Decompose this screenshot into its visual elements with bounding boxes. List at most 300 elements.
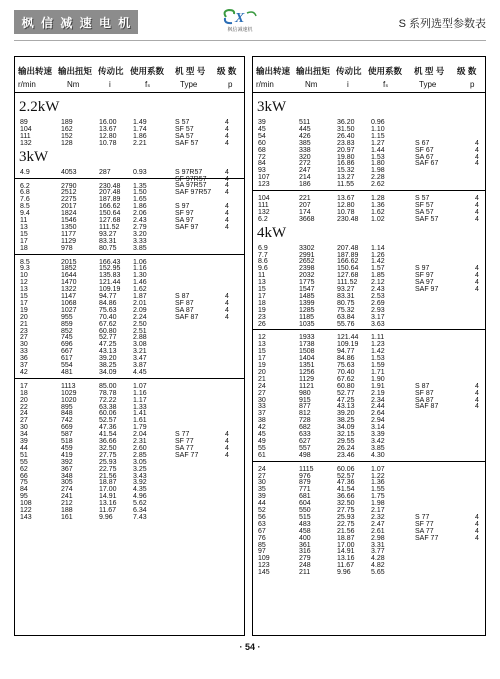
- section-divider: [253, 190, 485, 191]
- speed-cell: 51: [20, 451, 28, 459]
- factor-cell: 1.55: [371, 486, 385, 494]
- type-code: SAF 57: [415, 215, 439, 223]
- torque-cell: 511: [299, 119, 311, 126]
- ratio-cell: 52.77: [337, 389, 355, 397]
- ratio-cell: 127.68: [99, 217, 121, 224]
- ratio-cell: 39.20: [337, 410, 355, 418]
- ratio-cell: 52.57: [337, 472, 355, 480]
- factor-cell: 1.02: [371, 215, 385, 223]
- factor-cell: 3.85: [133, 244, 147, 252]
- ratio-cell: 70.40: [337, 368, 355, 376]
- ratio-cell: 36.66: [99, 438, 117, 445]
- ratio-cell: 166.62: [99, 203, 121, 211]
- torque-cell: 1644: [61, 272, 77, 280]
- ratio-cell: 22.75: [99, 465, 117, 473]
- type-code: S 87: [175, 293, 190, 300]
- ratio-cell: 16.86: [337, 160, 355, 168]
- stage-count: 4: [475, 403, 479, 411]
- torque-cell: 955: [61, 313, 73, 321]
- speed-cell: 52: [258, 507, 266, 514]
- ratio-cell: 84.86: [99, 299, 117, 307]
- stage-count: 4: [225, 438, 229, 445]
- torque-cell: 1852: [61, 265, 77, 273]
- type-code: SA 97: [415, 279, 434, 287]
- factor-cell: 3.31: [371, 541, 385, 549]
- ratio-cell: 109.19: [337, 341, 359, 349]
- ratio-cell: 52.77: [99, 334, 117, 342]
- speed-cell: 111: [20, 132, 31, 140]
- stage-count: 4: [225, 119, 229, 126]
- ratio-cell: 75.63: [99, 306, 117, 314]
- speed-cell: 84: [20, 486, 28, 494]
- ratio-cell: 10.78: [99, 139, 117, 147]
- speed-cell: 76: [258, 534, 266, 542]
- factor-cell: 1.06: [133, 258, 147, 266]
- col-stage-label: 级 数: [457, 66, 477, 76]
- col-factor-label: 使用系数: [368, 66, 403, 76]
- brand-char: 减: [60, 15, 73, 30]
- stage-count: 4: [225, 223, 229, 231]
- factor-cell: 1.10: [371, 125, 385, 133]
- torque-cell: 481: [61, 368, 73, 376]
- torque-cell: 186: [299, 181, 311, 189]
- ratio-cell: 70.40: [99, 313, 117, 321]
- ratio-cell: 21.56: [99, 472, 117, 480]
- type-code: SA 97: [175, 217, 194, 224]
- ratio-cell: 94.77: [99, 293, 117, 300]
- factor-cell: 2.19: [371, 389, 385, 397]
- stage-count: 4: [225, 217, 229, 224]
- stage-count: 4: [475, 160, 479, 168]
- section-divider: [253, 329, 485, 330]
- speed-cell: 11: [258, 272, 266, 280]
- ratio-cell: 47.36: [99, 424, 117, 432]
- ratio-cell: 60.80: [99, 327, 117, 335]
- torque-cell: 212: [61, 500, 73, 508]
- torque-cell: 515: [299, 513, 311, 521]
- factor-cell: 1.90: [371, 375, 385, 383]
- torque-cell: 1547: [299, 286, 315, 293]
- ratio-cell: 94.77: [337, 348, 355, 356]
- ratio-cell: 34.09: [99, 368, 117, 376]
- speed-cell: 13: [20, 286, 28, 294]
- type-code: S 77: [415, 513, 430, 521]
- type-code: SA 87: [175, 306, 194, 314]
- speed-cell: 30: [20, 424, 28, 432]
- torque-cell: 1399: [299, 299, 315, 307]
- torque-cell: 728: [299, 417, 311, 425]
- stage-count: 4: [225, 189, 229, 197]
- torque-cell: 1115: [299, 465, 314, 473]
- factor-cell: 1.53: [371, 355, 385, 363]
- type-code: SA 67: [415, 153, 434, 161]
- ratio-cell: 55.76: [337, 320, 355, 328]
- ratio-cell: 19.80: [337, 153, 355, 161]
- factor-cell: 1.23: [371, 341, 385, 349]
- power-rating: 3kW: [257, 99, 287, 115]
- speed-cell: 54: [258, 132, 266, 140]
- speed-cell: 20: [20, 313, 28, 321]
- power-rating: 4kW: [257, 224, 287, 241]
- ratio-cell: 60.06: [99, 410, 117, 418]
- ratio-cell: 80.75: [99, 244, 117, 252]
- col-factor-unit: fₛ: [145, 80, 151, 89]
- torque-cell: 554: [61, 362, 73, 369]
- ratio-cell: 13.27: [337, 174, 355, 182]
- stage-count: 4: [225, 168, 229, 176]
- ratio-cell: 121.44: [337, 334, 359, 342]
- col-factor-label: 使用系数: [130, 66, 165, 76]
- type-code: SAF 77: [415, 534, 439, 542]
- torque-cell: 3668: [299, 215, 315, 223]
- type-code: S 57: [175, 119, 190, 126]
- speed-cell: 56: [258, 513, 266, 521]
- stage-count: 4: [475, 513, 479, 521]
- ratio-cell: 75.63: [337, 362, 355, 369]
- ratio-cell: 11.67: [337, 562, 354, 570]
- factor-cell: 2.60: [133, 444, 147, 452]
- speed-cell: 37: [20, 362, 28, 369]
- speed-cell: 67: [258, 527, 266, 535]
- stage-count: 4: [225, 444, 229, 452]
- speed-cell: 55: [20, 458, 28, 466]
- speed-cell: 33: [258, 403, 266, 411]
- speed-cell: 12: [20, 279, 28, 287]
- torque-cell: 1508: [299, 348, 315, 356]
- torque-cell: 1485: [299, 292, 315, 300]
- torque-cell: 1020: [61, 396, 77, 404]
- ratio-cell: 84.86: [337, 355, 355, 363]
- speed-cell: 143: [20, 513, 32, 521]
- factor-cell: 1.61: [133, 417, 147, 425]
- speed-cell: 24: [258, 382, 266, 390]
- torque-cell: 877: [299, 403, 311, 411]
- ratio-cell: 23.83: [337, 139, 355, 147]
- speed-cell: 85: [258, 541, 266, 549]
- factor-cell: 2.04: [133, 431, 147, 439]
- stage-count: 4: [225, 125, 229, 133]
- column-header: [253, 63, 485, 93]
- ratio-cell: 47.25: [337, 396, 355, 404]
- speed-cell: 22: [20, 403, 28, 411]
- col-speed-unit: r/min: [256, 80, 274, 89]
- factor-cell: 2.43: [133, 217, 147, 224]
- speed-cell: 17: [20, 382, 28, 390]
- torque-cell: 3302: [299, 244, 315, 252]
- col-ratio-unit: i: [109, 80, 111, 89]
- stage-count: 4: [225, 431, 229, 439]
- ratio-cell: 75.32: [337, 306, 355, 314]
- factor-cell: 1.41: [133, 410, 147, 418]
- type-code: SAF 77: [175, 451, 199, 459]
- speed-cell: 6.2: [258, 215, 268, 223]
- factor-cell: 1.71: [371, 368, 385, 376]
- speed-cell: 44: [258, 500, 266, 508]
- ratio-cell: 135.83: [99, 272, 121, 280]
- speed-cell: 18: [20, 244, 28, 252]
- speed-cell: 132: [258, 208, 270, 216]
- speed-cell: 19: [258, 306, 266, 314]
- factor-cell: 2.88: [133, 334, 147, 342]
- ratio-cell: 207.48: [99, 189, 121, 197]
- ratio-cell: 111.52: [337, 279, 358, 287]
- torque-cell: 248: [299, 562, 311, 570]
- factor-cell: 1.07: [371, 465, 385, 473]
- factor-cell: 2.34: [371, 396, 385, 404]
- ratio-cell: 32.15: [337, 431, 355, 438]
- col-speed-label: 输出转速: [256, 66, 291, 76]
- factor-cell: 3.17: [371, 313, 385, 321]
- torque-cell: 241: [61, 493, 73, 501]
- speed-cell: 18: [258, 299, 266, 307]
- ratio-cell: 26.40: [337, 132, 355, 140]
- stage-count: 4: [225, 175, 229, 183]
- factor-cell: 2.09: [133, 306, 147, 314]
- stage-count: 4: [475, 382, 479, 390]
- brand-char: 速: [79, 15, 92, 30]
- speed-cell: 35: [258, 486, 266, 494]
- speed-cell: 89: [20, 119, 28, 126]
- type-code: SAF 87: [175, 313, 199, 321]
- speed-cell: 42: [20, 368, 28, 376]
- torque-cell: 221: [299, 195, 311, 202]
- ratio-cell: 9.96: [337, 569, 351, 577]
- speed-cell: 17: [20, 237, 28, 245]
- ratio-cell: 13.16: [337, 555, 355, 563]
- brand-char: 枫: [21, 15, 34, 30]
- type-code: SF 57: [175, 125, 194, 133]
- factor-cell: 2.31: [133, 438, 147, 445]
- torque-cell: 1256: [299, 368, 315, 376]
- speed-cell: 84: [258, 160, 266, 168]
- factor-cell: 1.26: [371, 251, 385, 259]
- factor-cell: 1.75: [371, 493, 385, 501]
- col-speed-unit: r/min: [18, 80, 36, 89]
- factor-cell: 4.96: [133, 493, 147, 501]
- factor-cell: 1.42: [371, 258, 385, 266]
- speed-cell: 6.9: [258, 244, 268, 252]
- torque-cell: 162: [61, 125, 73, 133]
- section-divider: [15, 178, 244, 179]
- torque-cell: 669: [61, 424, 73, 432]
- torque-cell: 458: [299, 527, 311, 535]
- torque-cell: 1933: [299, 334, 315, 342]
- speed-cell: 38: [258, 417, 266, 425]
- power-rating: 2.2kW: [19, 99, 60, 115]
- type-code: S 97: [415, 265, 430, 273]
- speed-cell: 30: [258, 479, 266, 487]
- type-code: S 77: [175, 431, 190, 439]
- factor-cell: 2.21: [133, 139, 147, 147]
- ratio-cell: 67.62: [99, 320, 117, 328]
- torque-cell: 1470: [61, 279, 77, 287]
- factor-cell: 1.98: [371, 167, 385, 175]
- torque-cell: 400: [299, 534, 311, 542]
- torque-cell: 367: [61, 465, 73, 473]
- ratio-cell: 78.78: [99, 389, 117, 397]
- ratio-cell: 9.96: [99, 513, 113, 521]
- col-stage-unit: p: [470, 80, 475, 89]
- torque-cell: 361: [299, 541, 311, 549]
- speed-cell: 60: [258, 139, 266, 147]
- torque-cell: 1738: [299, 341, 315, 349]
- factor-cell: 4.35: [133, 486, 147, 494]
- factor-cell: 1.98: [371, 500, 385, 508]
- torque-cell: 211: [299, 569, 311, 577]
- speed-cell: 55: [258, 444, 266, 452]
- ratio-cell: 15.32: [337, 167, 355, 175]
- factor-cell: 1.57: [371, 265, 385, 273]
- speed-cell: 68: [258, 146, 266, 154]
- ratio-cell: 43.13: [99, 348, 117, 356]
- ratio-cell: 14.91: [337, 548, 355, 556]
- col-ratio-label: 传动比: [98, 66, 124, 76]
- torque-cell: 161: [61, 513, 73, 521]
- torque-cell: 445: [299, 125, 311, 133]
- speed-cell: 9.4: [20, 210, 30, 218]
- section-divider: [253, 461, 485, 462]
- speed-cell: 9.3: [20, 265, 30, 273]
- type-code: SF 67: [415, 146, 434, 154]
- ratio-cell: 230.48: [337, 215, 359, 223]
- ratio-cell: 36.20: [337, 119, 355, 126]
- factor-cell: 1.16: [133, 265, 147, 273]
- stage-count: 4: [225, 132, 229, 140]
- ratio-cell: 150.64: [337, 265, 359, 273]
- speed-cell: 19: [20, 306, 28, 314]
- factor-cell: 2.47: [371, 520, 385, 528]
- type-code: SA 97R57: [175, 182, 207, 190]
- torque-cell: 1775: [299, 279, 315, 287]
- stage-count: 4: [475, 208, 479, 216]
- type-code: SAF 97: [175, 223, 199, 231]
- torque-cell: 633: [299, 431, 311, 438]
- torque-cell: 189: [61, 119, 73, 126]
- speed-cell: 61: [258, 451, 266, 459]
- type-code: S 67: [415, 139, 430, 147]
- speed-cell: 145: [258, 569, 270, 577]
- factor-cell: 1.85: [371, 272, 385, 280]
- torque-cell: 1029: [61, 389, 77, 397]
- factor-cell: 1.11: [371, 334, 385, 342]
- torque-cell: 2512: [61, 189, 77, 197]
- factor-cell: 6.34: [133, 507, 147, 514]
- ratio-cell: 36.66: [337, 493, 355, 501]
- right-table: [252, 56, 486, 636]
- type-code: SAF 57: [175, 139, 199, 147]
- ratio-cell: 27.75: [337, 507, 355, 514]
- stage-count: 4: [225, 182, 229, 190]
- torque-cell: 976: [299, 472, 311, 480]
- factor-cell: 3.08: [133, 341, 147, 349]
- ratio-cell: 109.19: [99, 286, 121, 294]
- factor-cell: 2.69: [371, 299, 385, 307]
- column-header: [15, 63, 244, 93]
- torque-cell: 274: [61, 486, 73, 494]
- type-code: SF 77: [415, 520, 434, 528]
- torque-cell: 557: [299, 444, 311, 452]
- speed-cell: 12: [258, 334, 266, 342]
- speed-cell: 30: [20, 341, 28, 349]
- factor-cell: 3.43: [133, 472, 147, 480]
- ratio-cell: 32.50: [99, 444, 117, 452]
- factor-cell: 2.50: [133, 320, 147, 328]
- ratio-cell: 93.27: [99, 230, 117, 238]
- speed-cell: 122: [20, 507, 32, 514]
- ratio-cell: 83.31: [99, 237, 117, 245]
- ratio-cell: 43.13: [337, 403, 355, 411]
- col-torque-label: 输出扭矩: [296, 66, 331, 76]
- type-code: S 97: [175, 203, 190, 211]
- type-code: SA 77: [415, 527, 434, 535]
- ratio-cell: 21.56: [337, 527, 355, 535]
- torque-cell: 1068: [61, 299, 77, 307]
- ratio-cell: 25.93: [337, 513, 355, 521]
- factor-cell: 3.39: [371, 431, 385, 438]
- torque-cell: 617: [61, 355, 73, 363]
- speed-cell: 36: [20, 355, 28, 363]
- torque-cell: 742: [61, 417, 73, 425]
- ratio-cell: 13.67: [99, 125, 117, 133]
- factor-cell: 7.43: [133, 513, 147, 521]
- ratio-cell: 38.25: [337, 417, 355, 425]
- torque-cell: 483: [299, 520, 311, 528]
- stage-count: 4: [225, 203, 229, 211]
- stage-count: 4: [475, 272, 479, 280]
- ratio-cell: 72.22: [99, 396, 117, 404]
- torque-cell: 1351: [299, 362, 315, 369]
- torque-cell: 392: [61, 458, 73, 466]
- type-code: SF 97: [175, 210, 194, 218]
- speed-cell: 30: [258, 396, 266, 404]
- torque-cell: 272: [299, 160, 311, 168]
- factor-cell: 1.86: [133, 203, 147, 211]
- factor-cell: 2.43: [371, 286, 385, 293]
- ratio-cell: 18.87: [337, 534, 355, 542]
- ratio-cell: 41.54: [99, 431, 117, 439]
- torque-cell: 247: [299, 167, 311, 175]
- type-code: SA 87: [415, 396, 434, 404]
- factor-cell: 2.12: [371, 279, 385, 287]
- ratio-cell: 93.27: [337, 286, 355, 293]
- brand-name: [14, 10, 138, 34]
- type-code: S 57: [415, 195, 430, 202]
- torque-cell: 188: [61, 507, 73, 514]
- stage-count: 4: [475, 527, 479, 535]
- logo-caption: 枫信减速机: [227, 27, 253, 33]
- speed-cell: 10: [20, 272, 28, 280]
- factor-cell: 3.20: [133, 230, 147, 238]
- col-ratio-label: 传动比: [336, 66, 362, 76]
- ratio-cell: 11.55: [337, 181, 354, 189]
- torque-cell: 895: [61, 403, 73, 411]
- type-code: S 97R57: [175, 168, 203, 176]
- factor-cell: 4.28: [371, 555, 385, 563]
- page-number: · 54 ·: [239, 642, 261, 652]
- col-stage-label: 级 数: [217, 66, 237, 76]
- speed-cell: 27: [258, 389, 266, 397]
- factor-cell: 1.16: [133, 389, 147, 397]
- factor-cell: 3.42: [371, 437, 385, 445]
- torque-cell: 385: [299, 139, 311, 147]
- speed-cell: 13: [20, 223, 28, 231]
- factor-cell: 1.42: [371, 348, 385, 356]
- col-ratio-unit: i: [347, 80, 349, 89]
- speed-cell: 108: [20, 500, 32, 508]
- ratio-cell: 187.89: [337, 251, 359, 259]
- factor-cell: 2.32: [371, 513, 385, 521]
- stage-count: 4: [225, 293, 229, 300]
